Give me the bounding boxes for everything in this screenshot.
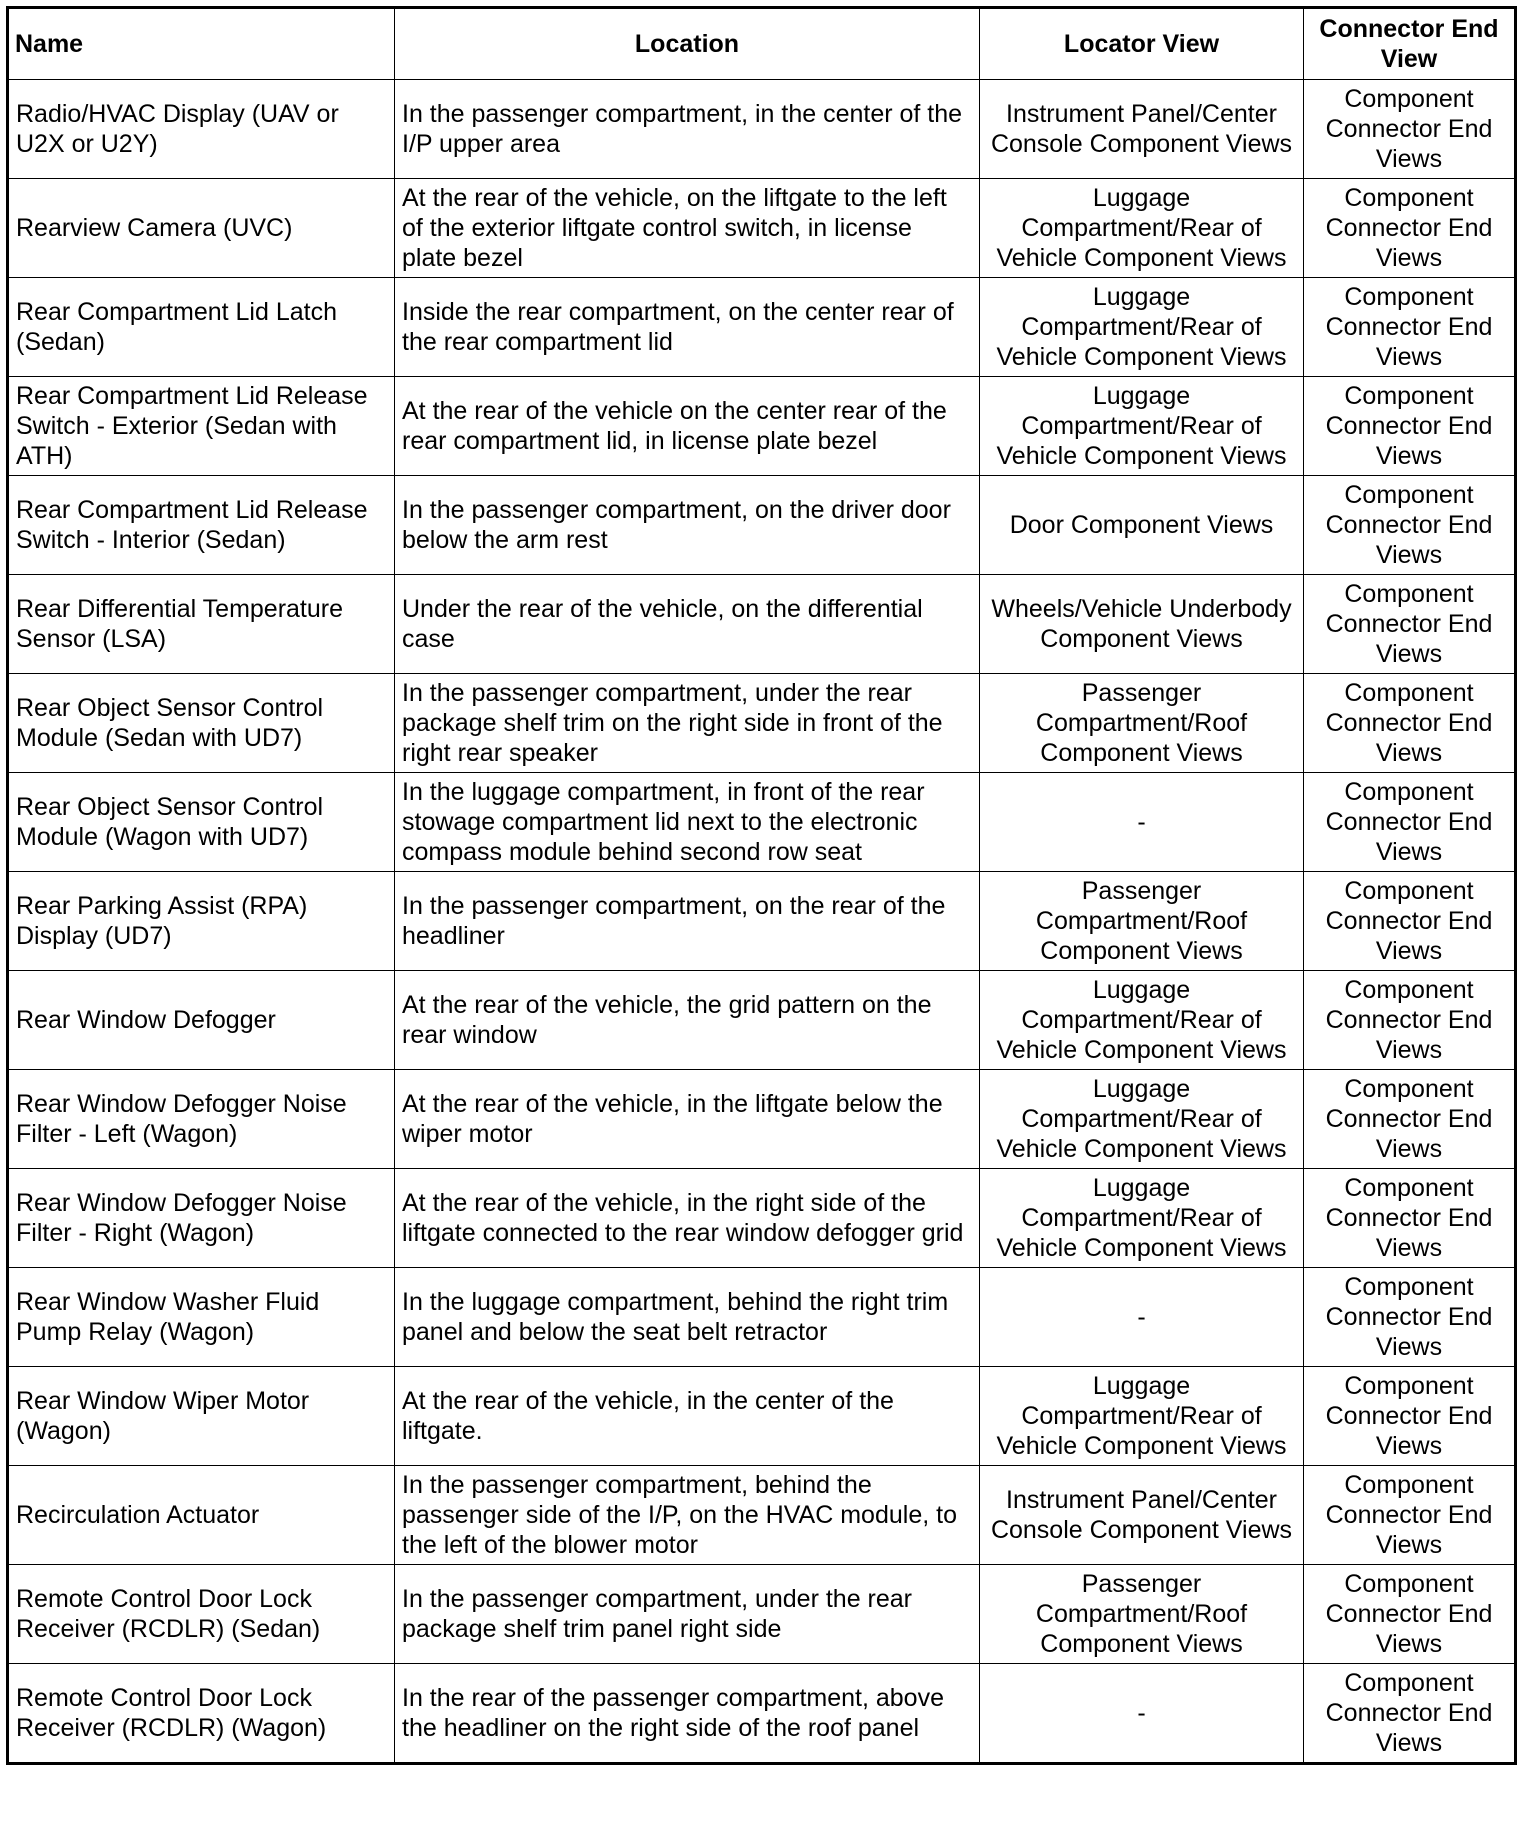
cell-locator-view: Wheels/Vehicle Underbody Component Views (980, 575, 1304, 674)
cell-locator-view: - (980, 773, 1304, 872)
cell-connector-end-view: Component Connector End Views (1304, 278, 1516, 377)
cell-location: In the luggage compartment, behind the right trim panel and below the seat belt retractor (395, 1268, 980, 1367)
header-connector-end-view: Connector End View (1304, 8, 1516, 80)
cell-name: Rear Window Defogger Noise Filter - Right (Wagon) (8, 1169, 395, 1268)
cell-location: At the rear of the vehicle, the grid pattern on the rear window (395, 971, 980, 1070)
table-row (8, 872, 1516, 971)
cell-connector-end-view: Component Connector End Views (1304, 971, 1516, 1070)
cell-locator-view: Luggage Compartment/Rear of Vehicle Component Views (980, 278, 1304, 377)
table-row (8, 377, 1516, 476)
cell-connector-end-view: Component Connector End Views (1304, 1169, 1516, 1268)
cell-name: Rear Window Defogger (8, 971, 395, 1070)
table-row (8, 575, 1516, 674)
cell-location: Inside the rear compartment, on the center rear of the rear compartment lid (395, 278, 980, 377)
table-row (8, 971, 1516, 1070)
cell-name: Rear Compartment Lid Release Switch - Interior (Sedan) (8, 476, 395, 575)
cell-name: Rearview Camera (UVC) (8, 179, 395, 278)
cell-name: Rear Object Sensor Control Module (Sedan with UD7) (8, 674, 395, 773)
cell-location: In the rear of the passenger compartment, above the headliner on the right side of the roof panel (395, 1664, 980, 1764)
cell-location: In the passenger compartment, under the rear package shelf trim on the right side in front of the right rear speaker (395, 674, 980, 773)
cell-location: Under the rear of the vehicle, on the differential case (395, 575, 980, 674)
cell-connector-end-view: Component Connector End Views (1304, 1367, 1516, 1466)
cell-name: Rear Parking Assist (RPA) Display (UD7) (8, 872, 395, 971)
cell-locator-view: Luggage Compartment/Rear of Vehicle Component Views (980, 1367, 1304, 1466)
cell-locator-view: Passenger Compartment/Roof Component Views (980, 1565, 1304, 1664)
cell-connector-end-view: Component Connector End Views (1304, 674, 1516, 773)
cell-locator-view: Luggage Compartment/Rear of Vehicle Component Views (980, 1070, 1304, 1169)
cell-connector-end-view: Component Connector End Views (1304, 1070, 1516, 1169)
cell-location: In the luggage compartment, in front of the rear stowage compartment lid next to the electronic compass module behind second row seat (395, 773, 980, 872)
cell-connector-end-view: Component Connector End Views (1304, 872, 1516, 971)
table-row (8, 1070, 1516, 1169)
table-row (8, 476, 1516, 575)
cell-name: Rear Differential Temperature Sensor (LSA) (8, 575, 395, 674)
cell-location: At the rear of the vehicle, in the liftgate below the wiper motor (395, 1070, 980, 1169)
cell-locator-view: Luggage Compartment/Rear of Vehicle Component Views (980, 1169, 1304, 1268)
cell-location: In the passenger compartment, on the rear of the headliner (395, 872, 980, 971)
table-row (8, 278, 1516, 377)
cell-name: Rear Window Defogger Noise Filter - Left (Wagon) (8, 1070, 395, 1169)
cell-locator-view: Luggage Compartment/Rear of Vehicle Component Views (980, 179, 1304, 278)
cell-locator-view: Luggage Compartment/Rear of Vehicle Component Views (980, 377, 1304, 476)
cell-name: Rear Object Sensor Control Module (Wagon with UD7) (8, 773, 395, 872)
cell-name: Radio/HVAC Display (UAV or U2X or U2Y) (8, 80, 395, 179)
cell-connector-end-view: Component Connector End Views (1304, 575, 1516, 674)
cell-connector-end-view: Component Connector End Views (1304, 1565, 1516, 1664)
cell-location: At the rear of the vehicle, in the center of the liftgate. (395, 1367, 980, 1466)
cell-location: In the passenger compartment, behind the passenger side of the I/P, on the HVAC module, to the left of the blower motor (395, 1466, 980, 1565)
table-row (8, 773, 1516, 872)
cell-name: Remote Control Door Lock Receiver (RCDLR) (Sedan) (8, 1565, 395, 1664)
header-location: Location (395, 8, 980, 80)
cell-locator-view: Luggage Compartment/Rear of Vehicle Component Views (980, 971, 1304, 1070)
cell-locator-view: Instrument Panel/Center Console Component Views (980, 80, 1304, 179)
cell-locator-view: Instrument Panel/Center Console Component Views (980, 1466, 1304, 1565)
cell-name: Recirculation Actuator (8, 1466, 395, 1565)
cell-name: Remote Control Door Lock Receiver (RCDLR) (Wagon) (8, 1664, 395, 1764)
cell-connector-end-view: Component Connector End Views (1304, 476, 1516, 575)
cell-connector-end-view: Component Connector End Views (1304, 1664, 1516, 1764)
cell-locator-view: Passenger Compartment/Roof Component Views (980, 674, 1304, 773)
cell-connector-end-view: Component Connector End Views (1304, 1268, 1516, 1367)
cell-location: At the rear of the vehicle on the center rear of the rear compartment lid, in license plate bezel (395, 377, 980, 476)
cell-location: In the passenger compartment, in the center of the I/P upper area (395, 80, 980, 179)
table-row (8, 1466, 1516, 1565)
cell-location: At the rear of the vehicle, on the liftgate to the left of the exterior liftgate control switch, in license plate bezel (395, 179, 980, 278)
cell-name: Rear Compartment Lid Latch (Sedan) (8, 278, 395, 377)
cell-location: At the rear of the vehicle, in the right side of the liftgate connected to the rear window defogger grid (395, 1169, 980, 1268)
component-locator-table (6, 6, 1517, 1765)
table-row (8, 1664, 1516, 1764)
cell-name: Rear Window Wiper Motor (Wagon) (8, 1367, 395, 1466)
cell-location: In the passenger compartment, on the driver door below the arm rest (395, 476, 980, 575)
header-name: Name (8, 8, 395, 80)
cell-name: Rear Compartment Lid Release Switch - Exterior (Sedan with ATH) (8, 377, 395, 476)
cell-locator-view: Door Component Views (980, 476, 1304, 575)
table-row (8, 179, 1516, 278)
cell-locator-view: - (980, 1664, 1304, 1764)
header-locator-view: Locator View (980, 8, 1304, 80)
cell-location: In the passenger compartment, under the rear package shelf trim panel right side (395, 1565, 980, 1664)
table-row (8, 1367, 1516, 1466)
cell-connector-end-view: Component Connector End Views (1304, 179, 1516, 278)
cell-connector-end-view: Component Connector End Views (1304, 773, 1516, 872)
header-row (8, 8, 1516, 80)
cell-name: Rear Window Washer Fluid Pump Relay (Wagon) (8, 1268, 395, 1367)
cell-connector-end-view: Component Connector End Views (1304, 80, 1516, 179)
cell-connector-end-view: Component Connector End Views (1304, 1466, 1516, 1565)
table-row (8, 1565, 1516, 1664)
cell-connector-end-view: Component Connector End Views (1304, 377, 1516, 476)
table-row (8, 674, 1516, 773)
cell-locator-view: - (980, 1268, 1304, 1367)
cell-locator-view: Passenger Compartment/Roof Component Views (980, 872, 1304, 971)
table-row (8, 1268, 1516, 1367)
table-row (8, 1169, 1516, 1268)
table-row (8, 80, 1516, 179)
